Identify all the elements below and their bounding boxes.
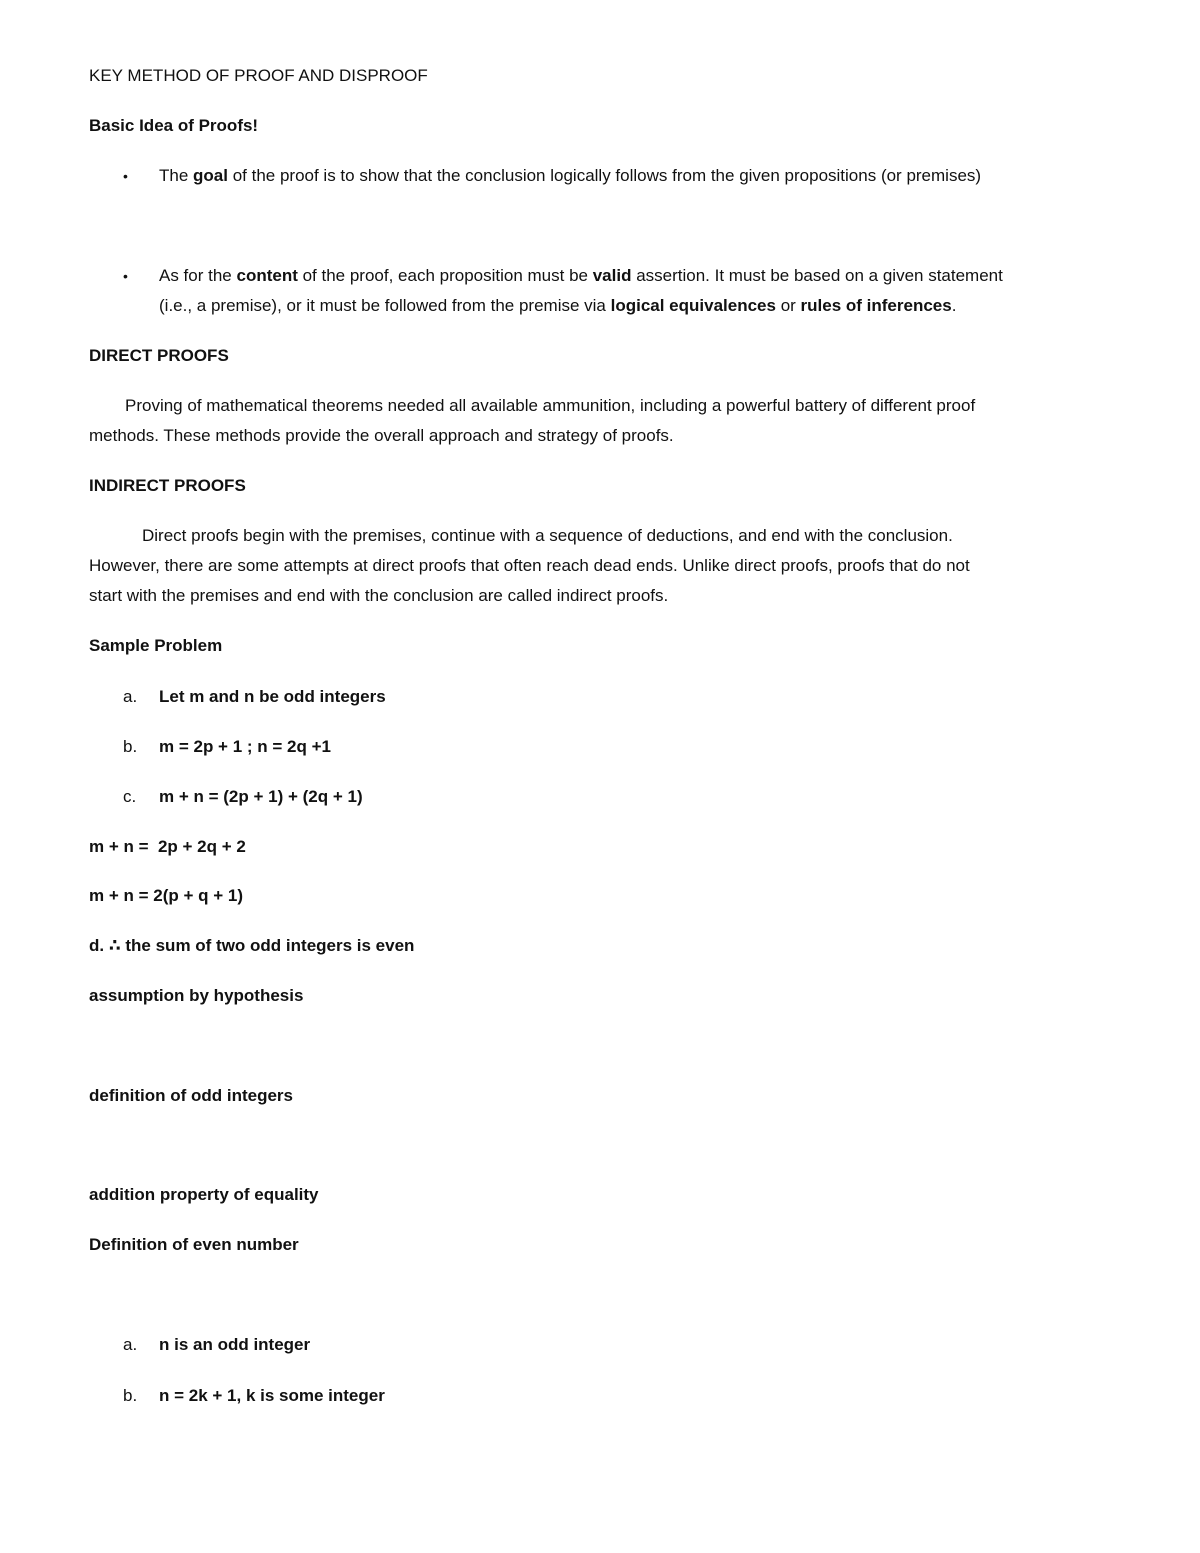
- indirect-proofs-line2: However, there are some attempts at direct proofs that often reach dead ends. Unlike direct proofs, proofs that do not: [89, 556, 970, 575]
- list-marker: a.: [123, 1335, 138, 1354]
- page-title: KEY METHOD OF PROOF AND DISPROOF: [89, 66, 428, 85]
- list-marker: c.: [123, 787, 137, 806]
- bullet-content-line2: (i.e., a premise), or it must be followed from the premise via logical equivalences or rules of inferences.: [159, 296, 957, 315]
- conclusion-line: d. ∴ the sum of two odd integers is even: [89, 936, 415, 955]
- reason-line: Definition of even number: [89, 1235, 299, 1254]
- indirect-proofs-line3: start with the premises and end with the conclusion are called indirect proofs.: [89, 586, 669, 605]
- list-item-text: n = 2k + 1, k is some integer: [159, 1386, 385, 1405]
- bullet-icon: •: [123, 268, 128, 284]
- list-marker: a.: [123, 687, 138, 706]
- reason-line: addition property of equality: [89, 1185, 319, 1204]
- indirect-proofs-heading: INDIRECT PROOFS: [89, 476, 246, 495]
- list-item-text: m + n = (2p + 1) + (2q + 1): [159, 787, 363, 806]
- equation-line: m + n = 2(p + q + 1): [89, 886, 243, 905]
- bullet-goal-text: The goal of the proof is to show that the conclusion logically follows from the given propositions (or premises): [159, 166, 982, 185]
- direct-proofs-line2: methods. These methods provide the overall approach and strategy of proofs.: [89, 426, 674, 445]
- list-item-text: n is an odd integer: [159, 1335, 311, 1354]
- list-item-text: m = 2p + 1 ; n = 2q +1: [159, 737, 331, 756]
- basic-idea-heading: Basic Idea of Proofs!: [89, 116, 259, 135]
- reason-line: definition of odd integers: [89, 1086, 293, 1105]
- reason-line: assumption by hypothesis: [89, 986, 304, 1005]
- list-item-text: Let m and n be odd integers: [159, 687, 386, 706]
- list-marker: b.: [123, 737, 138, 756]
- bullet-content-line1: As for the content of the proof, each proposition must be valid assertion. It must be based on a given statement: [159, 266, 1003, 285]
- indirect-proofs-line1: Direct proofs begin with the premises, continue with a sequence of deductions, and end with the conclusion.: [142, 526, 953, 545]
- bullet-icon: •: [123, 168, 128, 184]
- equation-line: m + n = 2p + 2q + 2: [89, 837, 246, 856]
- direct-proofs-heading: DIRECT PROOFS: [89, 346, 229, 365]
- sample-problem-heading: Sample Problem: [89, 636, 223, 655]
- direct-proofs-line1: Proving of mathematical theorems needed all available ammunition, including a powerful battery of different proof: [125, 396, 976, 415]
- list-marker: b.: [123, 1386, 138, 1405]
